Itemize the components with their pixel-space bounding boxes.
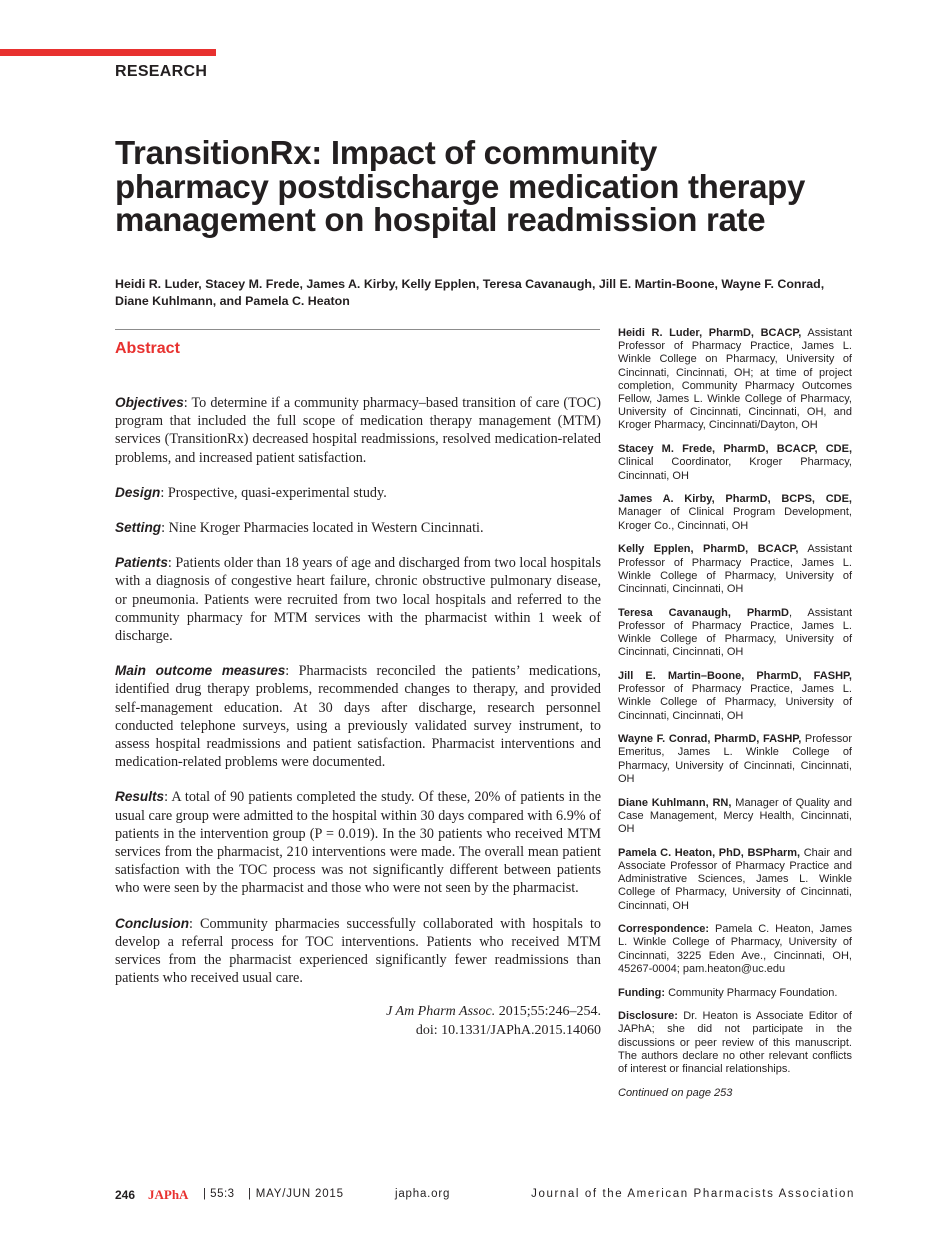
- affiliation-name: Jill E. Martin–Boone, PharmD, FASHP,: [618, 669, 852, 682]
- abstract-section-text: : Pharmacists reconciled the patients’ medications, identified drug therapy problems, recommended changes to therapy, and provided self-management education. At 30 days after discharge, research personnel conducted telephone surveys, using a previously validated survey instrument, to assess hospital readmissions and patient satisfaction. Pharmacist interventions and medication-related problems were documented.: [115, 663, 601, 771]
- abstract-section-label: Design: [115, 484, 161, 500]
- affiliation-item: [618, 797, 852, 837]
- affiliation-item: [618, 607, 852, 660]
- funding: [618, 987, 852, 1000]
- doi-line: doi: 10.1331/JAPhA.2015.14060: [415, 1022, 601, 1038]
- affiliation-item: [618, 327, 852, 433]
- divider-rule: [115, 329, 600, 330]
- affiliation-name: Stacey M. Frede, PharmD, BCACP, CDE,: [618, 443, 852, 456]
- affiliation-item: [618, 443, 852, 483]
- continued-note: Continued on page 253: [618, 1086, 733, 1099]
- affiliations-sidebar: [618, 327, 852, 1100]
- abstract-section-label: Results: [115, 789, 165, 805]
- abstract-heading: Abstract: [115, 340, 180, 357]
- affiliation-name: Kelly Epplen, PharmD, BCACP,: [618, 543, 799, 556]
- abstract-section-text: : To determine if a community pharmacy–based transition of care (TOC) program that included the full scope of medication therapy management (MTM) services (TransitionRx) decreased hospital readmissions, resolved medication-related problems, and increased patient satisfaction.: [115, 395, 601, 466]
- affiliation-item: [618, 670, 852, 723]
- affiliation-item: [618, 493, 852, 533]
- abstract-section-label: Main outcome measures: [115, 663, 286, 679]
- affiliation-item: [618, 847, 852, 913]
- citation-line: [115, 1003, 601, 1022]
- affiliation-name: Heidi R. Luder, PharmD, BCACP,: [618, 327, 802, 339]
- author-list: Heidi R. Luder, Stacey M. Frede, James A. Kirby, Kelly Epplen, Teresa Cavanaugh, Jill E. Martin-Boone, Wayne F. Conrad, Diane Kuhlmann, and Pamela C. Heaton: [115, 277, 825, 308]
- affiliation-name: Diane Kuhlmann, RN,: [618, 796, 732, 809]
- abstract-section-label: Conclusion: [115, 915, 190, 931]
- abstract-design: [115, 484, 601, 502]
- disclosure: [618, 1010, 852, 1076]
- affiliation-name: Wayne F. Conrad, PharmD, FASHP,: [618, 733, 802, 746]
- affiliation-item: [618, 733, 852, 786]
- affiliation-item: [618, 543, 852, 596]
- issue-date: | MAY/JUN 2015: [248, 1188, 344, 1200]
- header-accent-bar: [0, 49, 216, 56]
- abstract-patients: [115, 554, 601, 645]
- citation-journal: J Am Pharm Assoc.: [386, 1004, 496, 1020]
- citation-ref: 2015;55:246–254.: [495, 1004, 601, 1020]
- correspondence-label: Correspondence:: [618, 923, 710, 936]
- affiliation-text: Professor Emeritus, James L. Winkle College of Pharmacy, University of Cincinnati, Cincinnati, OH: [618, 733, 852, 785]
- affiliation-name: James A. Kirby, PharmD, BCPS, CDE,: [618, 493, 852, 506]
- abstract-section-label: Setting: [115, 520, 162, 536]
- affiliation-text: Manager of Clinical Program Development, Kroger Co., Cincinnati, OH: [618, 506, 852, 532]
- correspondence: [618, 923, 852, 976]
- funding-text: Community Pharmacy Foundation.: [665, 986, 838, 999]
- disclosure-text: Dr. Heaton is Associate Editor of JAPhA; she did not participate in the discussions or peer review of this manuscript. The authors declare no other relevant conflicts of interest or financial relationships.: [618, 1010, 852, 1076]
- journal-name: Journal of the American Pharmacists Association: [531, 1188, 855, 1200]
- affiliation-text: Assistant Professor of Pharmacy Practice, James L. Winkle College of Pharmacy, University of Cincinnati, Cincinnati, OH: [618, 543, 852, 595]
- affiliation-text: Assistant Professor of Pharmacy Practice, James L. Winkle College on Pharmacy, University of Cincinnati, Cincinnati, OH; at time of project completion, Community Pharmacy Outcomes Fellow, James L. Winkle College of Pharmacy, University of Cincinnati, Cincinnati, OH, and Kroger Pharmacy, Cincinnati/Dayton, OH: [618, 327, 852, 432]
- affiliation-text: Chair and Associate Professor of Pharmacy Practice and Administrative Sciences, James L. Winkle College of Pharmacy, University of Cincinnati, Cincinnati, OH: [618, 846, 852, 912]
- citation: [115, 1003, 601, 1040]
- abstract-section-label: Patients: [115, 555, 168, 571]
- abstract-section-text: : Prospective, quasi-experimental study.: [160, 484, 387, 501]
- abstract-results: [115, 788, 601, 897]
- affiliation-text: , Assistant Professor of Pharmacy Practice, James L. Winkle College of Pharmacy, University of Cincinnati, Cincinnati, OH: [618, 606, 853, 659]
- section-label: RESEARCH: [115, 63, 208, 80]
- abstract-outcomes: [115, 662, 601, 771]
- abstract-section-text: : Community pharmacies successfully collaborated with hospitals to develop a referral process for TOC interventions. Patients who received MTM services from the pharmacist experienced significantly fewer readmissions than patients who received usual care.: [115, 915, 601, 987]
- abstract-objectives: [115, 394, 601, 467]
- article-title: TransitionRx: Impact of community pharmacy postdischarge medication therapy management on hospital readmission rate: [115, 134, 806, 238]
- issue-volume: | 55:3: [203, 1188, 235, 1200]
- affiliation-name: Teresa Cavanaugh, PharmD: [618, 606, 790, 619]
- page-number: 246: [115, 1188, 136, 1202]
- affiliation-text: Professor of Pharmacy Practice, James L. Winkle College of Pharmacy, University of Cincinnati, Cincinnati, OH: [618, 683, 852, 722]
- abstract-section-text: : A total of 90 patients completed the study. Of these, 20% of patients in the usual care group were admitted to the hospital within 30 days compared with 6.9% of patients in the intervention group (P = 0.019). In the 30 patients who received MTM services from the pharmacist, 210 interventions were made. The overall mean patient satisfaction with the TOC process was not significantly different between patients who were seen by the pharmacist and those who were not seen by the pharmacist.: [115, 789, 601, 897]
- page-footer: [115, 1188, 855, 1206]
- abstract-body: [115, 394, 601, 1040]
- disclosure-label: Disclosure:: [618, 1010, 678, 1023]
- journal-website: japha.org: [395, 1188, 451, 1200]
- journal-logo: JAPhA: [148, 1187, 189, 1202]
- abstract-section-label: Objectives: [115, 395, 184, 410]
- correspondence-text: Pamela C. Heaton, James L. Winkle College of Pharmacy, University of Cincinnati, 3225 Eden Ave., Cincinnati, OH, 45267-0004; pam.heaton@uc.edu: [618, 923, 852, 975]
- affiliation-text: Manager of Quality and Case Management, Mercy Health, Cincinnati, OH: [618, 796, 853, 835]
- abstract-conclusion: [115, 915, 601, 988]
- abstract-setting: [115, 519, 601, 537]
- abstract-section-text: : Patients older than 18 years of age and discharged from two local hospitals with a diagnosis of congestive heart failure, chronic obstructive pulmonary disease, or pneumonia. Patients were recruited from two local hospitals and referred to the community pharmacy for MTM services with the pharmacist within 1 week of discharge.: [115, 555, 601, 645]
- abstract-section-text: : Nine Kroger Pharmacies located in Western Cincinnati.: [161, 520, 484, 537]
- affiliation-text: Clinical Coordinator, Kroger Pharmacy, Cincinnati, OH: [618, 456, 852, 482]
- affiliation-name: Pamela C. Heaton, PhD, BSPharm,: [618, 846, 801, 859]
- funding-label: Funding:: [618, 986, 666, 999]
